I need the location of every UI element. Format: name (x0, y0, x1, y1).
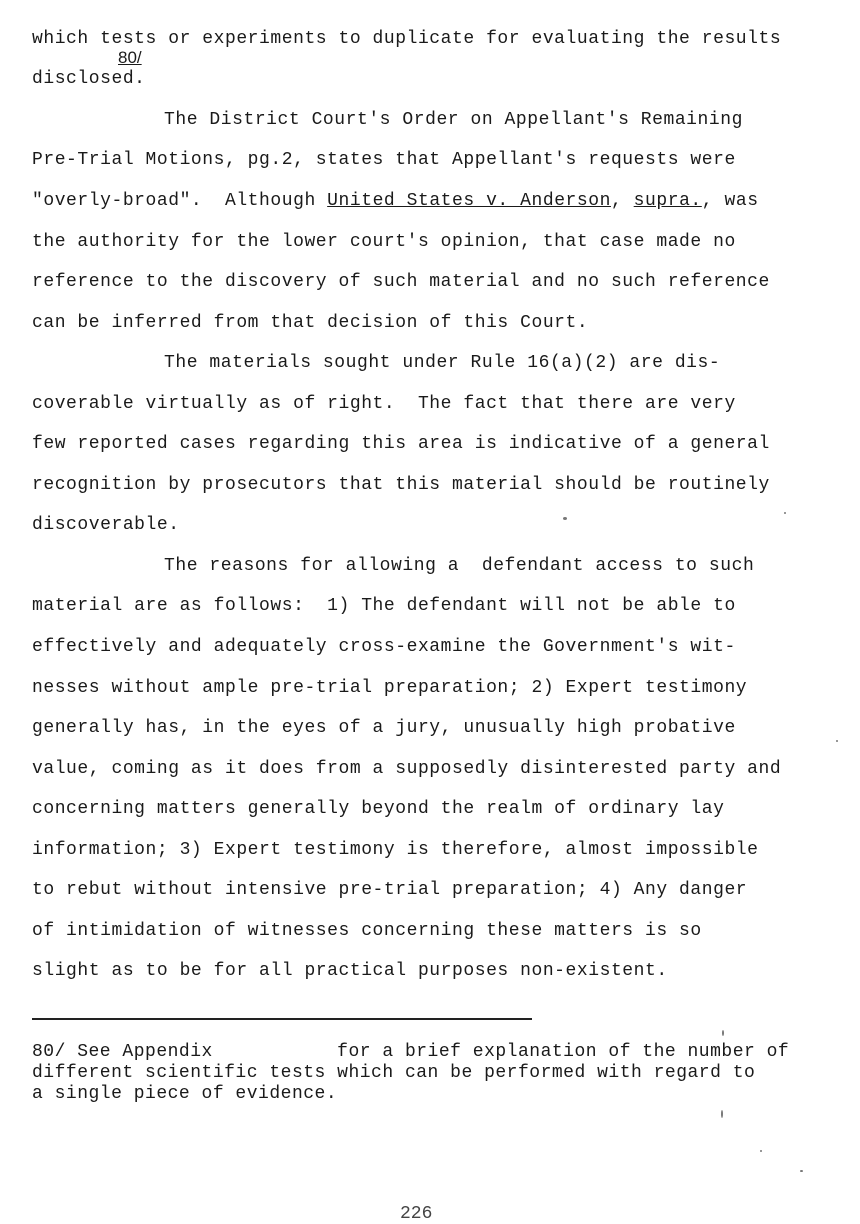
case-citation: United States v. Anderson (327, 191, 611, 211)
body-line: discoverable. (32, 515, 180, 535)
scan-speck (836, 740, 838, 742)
body-line: The District Court's Order on Appellant's Remaining (164, 110, 743, 130)
body-line: the authority for the lower court's opinion, that case made no (32, 232, 736, 252)
scan-speck (760, 1150, 762, 1152)
footnote-divider (32, 1018, 532, 1020)
scan-speck (722, 1030, 724, 1036)
body-line: Pre-Trial Motions, pg.2, states that Appellant's requests were (32, 150, 736, 170)
page-number: 226 (400, 1204, 433, 1224)
scan-speck (721, 1110, 723, 1118)
body-line: effectively and adequately cross-examine the Government's wit- (32, 637, 736, 657)
citation-lead: "overly-broad". Although (32, 191, 328, 211)
body-line: nesses without ample pre-trial preparation; 2) Expert testimony (32, 678, 748, 698)
body-line: concerning matters generally beyond the realm of ordinary lay (32, 799, 725, 819)
body-line: The materials sought under Rule 16(a)(2) are dis- (164, 353, 721, 373)
body-line: slight as to be for all practical purposes non-existent. (32, 961, 668, 981)
body-line: reference to the discovery of such material and no such reference (32, 272, 770, 292)
body-line-citation (32, 190, 759, 212)
scan-speck (800, 1170, 803, 1172)
body-line: few reported cases regarding this area is indicative of a general (32, 434, 770, 454)
footnote-line: 80/ See Appendix for a brief explanation of the number of (32, 1042, 790, 1062)
footnote-line: different scientific tests which can be performed with regard to (32, 1063, 756, 1083)
body-line: disclosed. (32, 69, 146, 89)
scan-speck (784, 512, 786, 514)
body-line: The reasons for allowing a defendant access to such (164, 556, 755, 576)
body-line: to rebut without intensive pre-trial preparation; 4) Any danger (32, 880, 748, 900)
body-line: can be inferred from that decision of this Court. (32, 313, 589, 333)
body-line: material are as follows: 1) The defendant will not be able to (32, 596, 736, 616)
body-line: generally has, in the eyes of a jury, unusually high probative (32, 718, 736, 738)
citation-comma: , (610, 191, 634, 211)
citation-tail: , was (701, 191, 759, 211)
body-line: recognition by prosecutors that this material should be routinely (32, 475, 770, 495)
body-line: information; 3) Expert testimony is therefore, almost impossible (32, 840, 759, 860)
footnote-reference: 80/ (118, 48, 142, 67)
body-line: value, coming as it does from a supposedly disinterested party and (32, 759, 782, 779)
footnote-line: a single piece of evidence. (32, 1084, 338, 1104)
scan-speck (563, 517, 567, 520)
body-line: of intimidation of witnesses concerning these matters is so (32, 921, 702, 941)
body-line: coverable virtually as of right. The fact that there are very (32, 394, 736, 414)
supra-citation: supra. (633, 191, 702, 211)
body-line: which tests or experiments to duplicate for evaluating the results (32, 29, 782, 49)
